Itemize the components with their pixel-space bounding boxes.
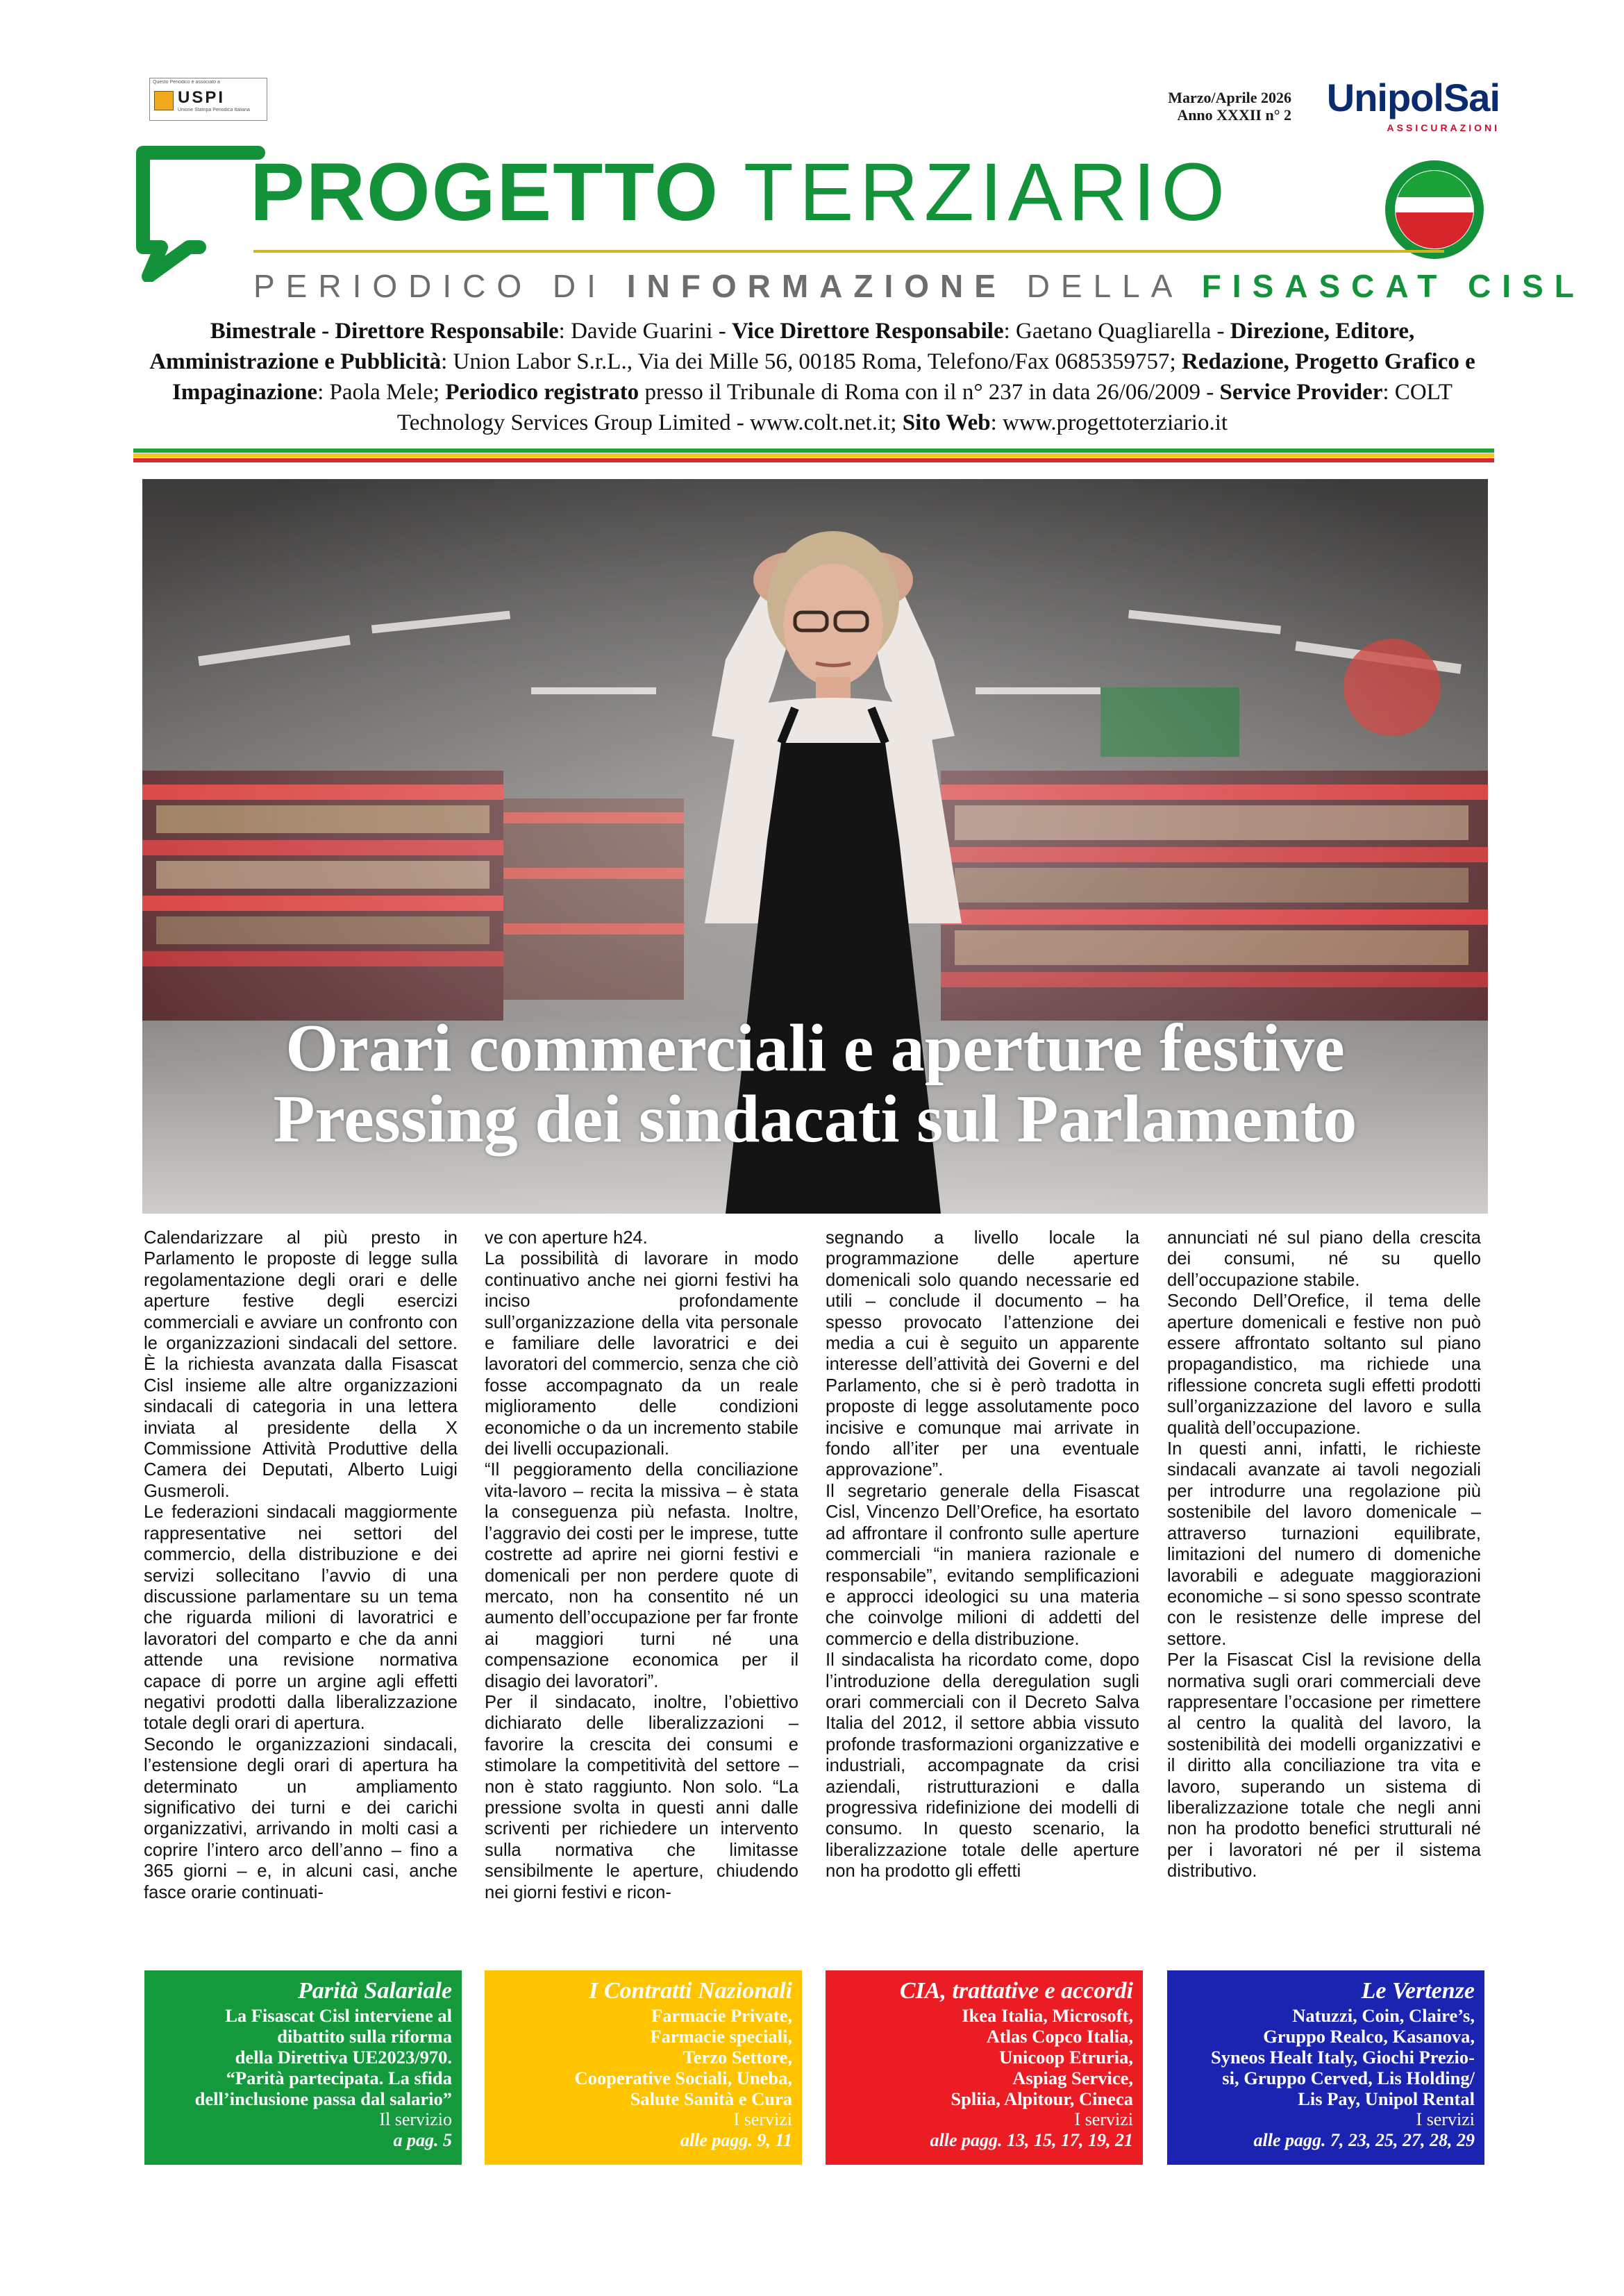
box-service: I servizi [1416, 2109, 1475, 2129]
issue-number: Anno XXXII n° 2 [1177, 106, 1291, 124]
box-line: dibattito sulla riforma [277, 2026, 452, 2047]
credit-label: Redazione, Progetto Grafico e Impaginazione [172, 349, 1475, 405]
credits [132, 316, 1493, 438]
sponsor-tagline: ASSICURAZIONI [1387, 122, 1500, 133]
box-title: CIA, trattative e accordi [899, 1978, 1133, 2004]
article-column-3 [826, 1227, 1139, 1950]
box-line: si, Gruppo Cerved, Lis Holding/ [1222, 2068, 1475, 2088]
credit-value: : Paola Mele; [317, 380, 446, 405]
box-line: Cooperative Sociali, Uneba, [574, 2068, 792, 2088]
box-line: Farmacie speciali, [650, 2026, 792, 2047]
article-paragraph: La possibilità di lavorare in modo continuativo anche nei giorni festivi ha inciso profondamente sull’organizzazione della vita personale e familiare delle lavoratrici e dei lavoratori del commercio, senza che ciò fosse accompagnato da un reale miglioramento delle condizioni economiche o da un incremento stabile dei livelli occupazionali. [485, 1249, 798, 1459]
box-line: Unicoop Etruria, [999, 2047, 1133, 2068]
article-paragraph: Per la Fisascat Cisl la revisione della normativa sugli orari commerciali deve rappresentare l’occasione per rimettere al centro la qualità del lavoro, la sostenibilità dei modelli organizzativi e il diritto alla conciliazione tra vita e lavoro, superando un sistema di liberalizzazione totale che negli anni non ha prodotto benefici strutturali né per i lavoratori né per il sistema distributivo. [1167, 1650, 1481, 1882]
credit-label: Vice Direttore Responsabile [731, 319, 1004, 344]
uspi-name: USPI [178, 88, 226, 107]
uspi-logo-icon [154, 91, 174, 110]
masthead-title-part1: PROGETTO [250, 146, 720, 238]
article-paragraph: “Il peggioramento della conciliazione vita-lavoro – recita la missiva – è stata la conseguenza più nefasta. Inoltre, l’aggravio dei costi per le imprese, tutte costrette ad aprire nei giorni festivi e domenicali per non perdere quote di mercato, non ha consentito né un aumento dell’occupazione per far fronte ai maggiori turni né una compensazione economica per il disagio dei lavoratori”. [485, 1460, 798, 1691]
sponsor-name: UnipolSai [1326, 76, 1500, 119]
uspi-subtitle: Unione Stampa Periodica Italiana [178, 108, 250, 112]
box-title: Le Vertenze [1361, 1978, 1475, 2004]
credit-value: : Davide Guarini - [558, 319, 732, 344]
box-line: Aspiag Service, [1012, 2068, 1133, 2088]
box-line: Salute Sanità e Cura [630, 2088, 792, 2109]
masthead-subtitle-part4: FISASCAT CISL [1201, 268, 1585, 304]
box-title: I Contratti Nazionali [589, 1978, 792, 2004]
article-paragraph: Il segretario generale della Fisascat Cisl, Vincenzo Dell’Orefice, ha esortato ad affrontare il confronto sulle aperture commerciali “in maniera razionale e responsabile”, evitando semplificazioni e approcci ideologici su una materia che coinvolge milioni di addetti del commercio e della distribuzione. [826, 1481, 1139, 1649]
masthead-subtitle-part3: DELLA [1006, 268, 1202, 304]
box-line: della Direttiva UE2023/970. [235, 2047, 452, 2068]
box-line: Lis Pay, Unipol Rental [1298, 2088, 1475, 2109]
box-pages-link[interactable]: a pag. 5 [393, 2130, 452, 2150]
hero-headline-line1: Orari commerciali e aperture festive [285, 1011, 1345, 1086]
box-service: I servizi [1074, 2109, 1133, 2129]
box-title: Parità Salariale [298, 1978, 452, 2004]
article-paragraph: ve con aperture h24. [485, 1228, 648, 1248]
flag-stripe-red [133, 458, 1494, 462]
box-line: Syneos Healt Italy, Giochi Prezio- [1210, 2047, 1475, 2068]
box-line: Natuzzi, Coin, Claire’s, [1292, 2005, 1475, 2026]
box-line: Spliia, Alpitour, Cineca [951, 2088, 1133, 2109]
article-column-1 [144, 1227, 458, 1950]
article-paragraph: Secondo le organizzazioni sindacali, l’estensione degli orari di apertura ha determinato un ampliamento significativo dei turni e dei carichi organizzativi, arrivando in molti casi a coprire l’intero arco dell’anno – fino a 365 giorni – e, in alcuni casi, anche fasce orarie continuati- [144, 1734, 458, 1902]
sponsor-logo [1305, 74, 1500, 137]
speech-bubble-logo-icon [133, 143, 265, 282]
article-paragraph: annunciati né sul piano della crescita dei consumi, né su quello dell’occupazione stabile. [1167, 1228, 1481, 1290]
article-paragraph: Per il sindacato, inoltre, l’obiettivo dichiarato delle liberalizzazioni – favorire la crescita dei consumi e stimolare la competitività del settore – non è stato raggiunto. Non solo. “La pressione svolta in questi anni dalle scriventi per richiedere un intervento sulla normativa che limitasse sensibilmente le aperture, chiudendo nei giorni festivi e ricon- [485, 1692, 798, 1902]
italian-flag-o-icon [1379, 154, 1490, 265]
masthead-title [250, 147, 1230, 237]
credit-label: Bimestrale - Direttore Responsabile [210, 319, 559, 344]
box-line: Terzo Settore, [683, 2047, 792, 2068]
credit-label: Service Provider [1219, 380, 1383, 405]
article-paragraph: Secondo Dell’Orefice, il tema delle aperture domenicali e festive non può essere affrontato soltanto sul piano propagandistico, ma richiede una riflessione concreta sugli effetti prodotti sull’organizzazione del lavoro e sulla qualità dell’occupazione. [1167, 1291, 1481, 1438]
box-contratti-nazionali[interactable] [485, 1970, 802, 2165]
credit-value: : Union Labor S.r.L., Via dei Mille 56, 00185 Roma, Telefono/Fax 0685359757; [441, 349, 1182, 374]
box-line: Atlas Copco Italia, [986, 2026, 1133, 2047]
masthead-rule [253, 250, 1444, 253]
box-pages-link[interactable]: alle pagg. 7, 23, 25, 27, 28, 29 [1253, 2130, 1475, 2150]
article-paragraph: Le federazioni sindacali maggiormente rappresentative nei settori del commercio, della distribuzione e dei servizi sollecitano l’avvio di una discussione parlamentare su un tema che riguarda milioni di lavoratrici e lavoratori del comparto e che da anni attende una revisione normativa capace di porre un argine agli effetti negativi prodotti dalla liberalizzazione totale degli orari di apertura. [144, 1502, 458, 1734]
credit-label: Direzione, Editore, Amministrazione e Pubblicità [149, 319, 1415, 374]
article-column-2 [485, 1227, 798, 1950]
flag-stripe-yellow [133, 453, 1494, 458]
box-service: I servizi [733, 2109, 792, 2129]
box-line: Gruppo Realco, Kasanova, [1263, 2026, 1475, 2047]
box-vertenze[interactable] [1167, 1970, 1484, 2165]
uspi-badge [149, 78, 267, 121]
credit-value: presso il Tribunale di Roma con il n° 237 in data 26/06/2009 - [639, 380, 1220, 405]
masthead-subtitle-part2: INFORMAZIONE [626, 268, 1007, 304]
credit-label: Periodico registrato [445, 380, 639, 405]
issue-date: Marzo/Aprile 2026 [1168, 89, 1291, 106]
masthead-subtitle [253, 265, 1585, 307]
box-parita-salariale[interactable] [144, 1970, 462, 2165]
article-paragraph: Il sindacalista ha ricordato come, dopo l’introduzione della deregulation sugli orari commerciali con il Decreto Salva Italia del 2012, il settore abbia vissuto profonde trasformazioni organizzative e industriali, accompagnate da crisi aziendali, ristrutturazioni e dalla progressiva ridefinizione dei modelli di consumo. In questo scenario, la liberalizzazione totale delle aperture non ha prodotto gli effetti [826, 1650, 1139, 1882]
credit-label: Sito Web [902, 410, 991, 435]
flag-stripe-green [133, 449, 1494, 453]
box-line: Ikea Italia, Microsoft, [962, 2005, 1133, 2026]
box-line: dell’inclusione passa dal salario” [194, 2088, 452, 2109]
uspi-caption: Questo Periodico è associato a [153, 80, 220, 85]
hero-photo [142, 479, 1488, 1214]
article-paragraph: In questi anni, infatti, le richieste sindacali avanzate ai tavoli negoziali per introdurre una regolazione più sostenibile del lavoro domenicale – attraverso turnazioni equilibrate, limitazioni del numero di domeniche lavorabili e adeguate maggiorazioni economiche – si sono spesso scontrate con le resistenze delle imprese del settore. [1167, 1439, 1481, 1649]
article-column-4 [1167, 1227, 1481, 1950]
credit-value: : www.progettoterziario.it [990, 410, 1228, 435]
box-cia-trattative-accordi[interactable] [826, 1970, 1143, 2165]
hero-headline-line2: Pressing dei sindacati sul Parlamento [273, 1082, 1357, 1157]
credit-value: : COLT Technology Services Group Limited - www.colt.net.it; [396, 380, 1453, 435]
box-line: La Fisascat Cisl interviene al [225, 2005, 452, 2026]
box-line: Farmacie Private, [651, 2005, 792, 2026]
box-line: “Parità partecipata. La sfida [226, 2068, 452, 2088]
box-pages-link[interactable]: alle pagg. 9, 11 [680, 2130, 792, 2150]
credit-value: : Gaetano Quagliarella - [1003, 319, 1230, 344]
box-service: Il servizio [379, 2109, 452, 2129]
article-paragraph: Calendarizzare al più presto in Parlamento le proposte di legge sulla regolamentazione degli orari e delle aperture festive degli esercizi commerciali e avviare un confronto con le organizzazioni sindacali del settore. È la richiesta avanzata dalla Fisascat Cisl insieme alle altre organizzazioni sindacali di categoria in una lettera inviata al presidente della X Commissione Attività Produttive della Camera dei Deputati, Alberto Luigi Gusmeroli. [144, 1228, 458, 1501]
masthead-title-part2: TERZIARIO [743, 146, 1231, 238]
masthead-subtitle-part1: PERIODICO DI [253, 268, 627, 304]
article-paragraph: segnando a livello locale la programmazione delle aperture domenicali solo quando necessarie ed utili – conclude il documento – ha spesso provocato l’attenzione dei media a cui è seguito un apparente interesse dell’attività dei Governi e del Parlamento, che si è però tradotta in proposte di legge assolutamente poco incisive e comunque mai arrivate in fondo all’iter per una eventuale approvazione”. [826, 1228, 1139, 1480]
box-pages-link[interactable]: alle pagg. 13, 15, 17, 19, 21 [930, 2130, 1133, 2150]
